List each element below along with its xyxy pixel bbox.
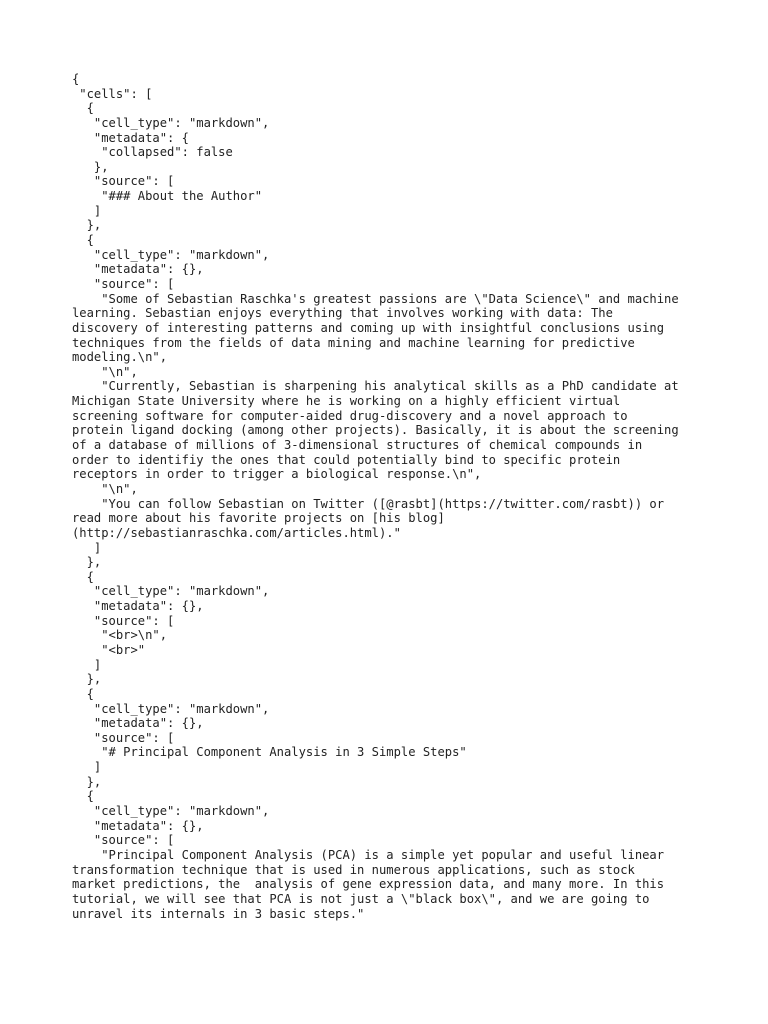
text-line: ] (72, 760, 102, 775)
text-line: "Some of Sebastian Raschka's greatest passions are \"Data Science\" and machine (72, 291, 679, 306)
text-line: "cells": [ (72, 86, 153, 101)
text-line: "source": [ (72, 276, 175, 291)
text-line: "cell_type": "markdown", (72, 804, 270, 819)
text-line: unravel its internals in 3 basic steps." (72, 906, 365, 921)
text-line: { (72, 569, 94, 584)
text-line: "collapsed": false (72, 145, 233, 160)
text-line: "metadata": {}, (72, 818, 204, 833)
text-line: receptors in order to trigger a biological response.\n", (72, 467, 482, 482)
text-line: { (72, 789, 94, 804)
text-line: }, (72, 555, 102, 570)
text-line: "metadata": {}, (72, 599, 204, 614)
text-line: }, (72, 218, 102, 233)
text-line: "# Principal Component Analysis in 3 Simple Steps" (72, 745, 467, 760)
text-line: ] (72, 657, 102, 672)
text-line: "cell_type": "markdown", (72, 584, 270, 599)
text-line: }, (72, 159, 109, 174)
text-line: "metadata": { (72, 130, 189, 145)
text-line: transformation technique that is used in numerous applications, such as stock (72, 862, 635, 877)
text-line: }, (72, 774, 102, 789)
text-line: "\n", (72, 364, 138, 379)
text-line: "\n", (72, 481, 138, 496)
text-line: modeling.\n", (72, 350, 168, 365)
text-line: { (72, 72, 80, 86)
text-line: ] (72, 203, 102, 218)
text-line: { (72, 101, 94, 116)
text-line: "source": [ (72, 613, 175, 628)
text-line: screening software for computer-aided drug-discovery and a novel approach to (72, 408, 628, 423)
text-line: "<br>" (72, 642, 146, 657)
text-line: "cell_type": "markdown", (72, 115, 270, 130)
text-line: "Principal Component Analysis (PCA) is a simple yet popular and useful linear (72, 847, 665, 862)
text-line: (http://sebastianraschka.com/articles.html)." (72, 525, 401, 540)
text-line: tutorial, we will see that PCA is not just a \"black box\", and we are going to (72, 891, 650, 906)
text-line: "Currently, Sebastian is sharpening his analytical skills as a PhD candidate at (72, 379, 679, 394)
text-line: Michigan State University where he is working on a highly efficient virtual (72, 394, 621, 409)
document-page (72, 72, 692, 921)
text-line: market predictions, the analysis of gene expression data, and many more. In this (72, 877, 665, 892)
text-line: "You can follow Sebastian on Twitter ([@rasbt](https://twitter.com/rasbt)) or (72, 496, 665, 511)
text-line: "source": [ (72, 174, 175, 189)
text-line: techniques from the fields of data mining and machine learning for predictive (72, 335, 635, 350)
text-line: "metadata": {}, (72, 716, 204, 731)
text-line: ] (72, 540, 102, 555)
text-line: of a database of millions of 3-dimensional structures of chemical compounds in (72, 438, 643, 453)
text-line: "source": [ (72, 833, 175, 848)
text-line: "<br>\n", (72, 628, 168, 643)
text-line: order to identifiy the ones that could potentially bind to specific protein (72, 452, 621, 467)
text-line: "cell_type": "markdown", (72, 247, 270, 262)
text-line: protein ligand docking (among other projects). Basically, it is about the screening (72, 423, 679, 438)
text-line: }, (72, 672, 102, 687)
text-line: "cell_type": "markdown", (72, 701, 270, 716)
text-line: "metadata": {}, (72, 262, 204, 277)
text-line: read more about his favorite projects on [his blog] (72, 511, 445, 526)
text-line: "### About the Author" (72, 189, 263, 204)
text-line: "source": [ (72, 730, 175, 745)
text-line: discovery of interesting patterns and coming up with insightful conclusions using (72, 320, 665, 335)
text-line: { (72, 233, 94, 248)
text-line: learning. Sebastian enjoys everything that involves working with data: The (72, 306, 613, 321)
text-line: { (72, 686, 94, 701)
